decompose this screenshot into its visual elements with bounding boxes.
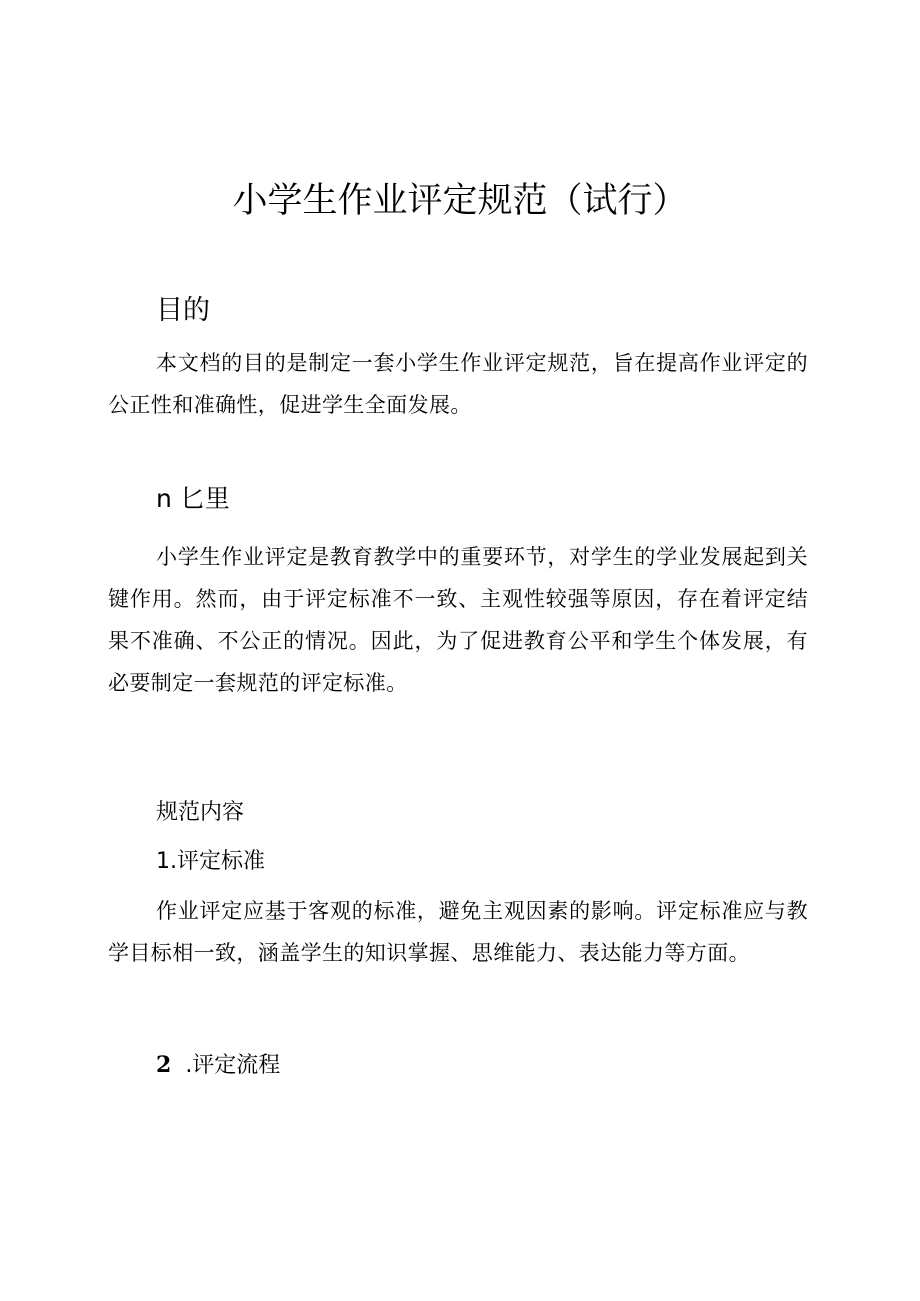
document-title: 小学生作业评定规范（试行） (232, 181, 688, 221)
section-heading-background: n 匕里 (156, 484, 230, 513)
paragraph-criteria: 作业评定应基于客观的标准，避免主观因素的影响。评定标准应与教学目标相一致，涵盖学生的知识掌握、思维能力、表达能力等方面。 (108, 899, 808, 965)
subsection-heading-process (156, 1048, 280, 1083)
paragraph-background: 小学生作业评定是教育教学中的重要环节，对学生的学业发展起到关键作用。然而，由于评定标准不一致、主观性较强等原因，存在着评定结果不准确、不公正的情况。因此，为了促进教育公平和学生个体发展，有必要制定一套规范的评定标准。 (108, 545, 808, 695)
subsection-label: .评定流程 (185, 1053, 281, 1078)
paragraph-purpose: 本文档的目的是制定一套小学生作业评定规范，旨在提高作业评定的公正性和准确性，促进学生全面发展。 (108, 351, 808, 417)
section-heading-purpose: 目的 (156, 295, 210, 326)
subsection-number: 2 (156, 1052, 172, 1078)
subsection-heading-criteria: 1.评定标准 (156, 849, 265, 874)
section-heading-content: 规范内容 (156, 800, 245, 825)
